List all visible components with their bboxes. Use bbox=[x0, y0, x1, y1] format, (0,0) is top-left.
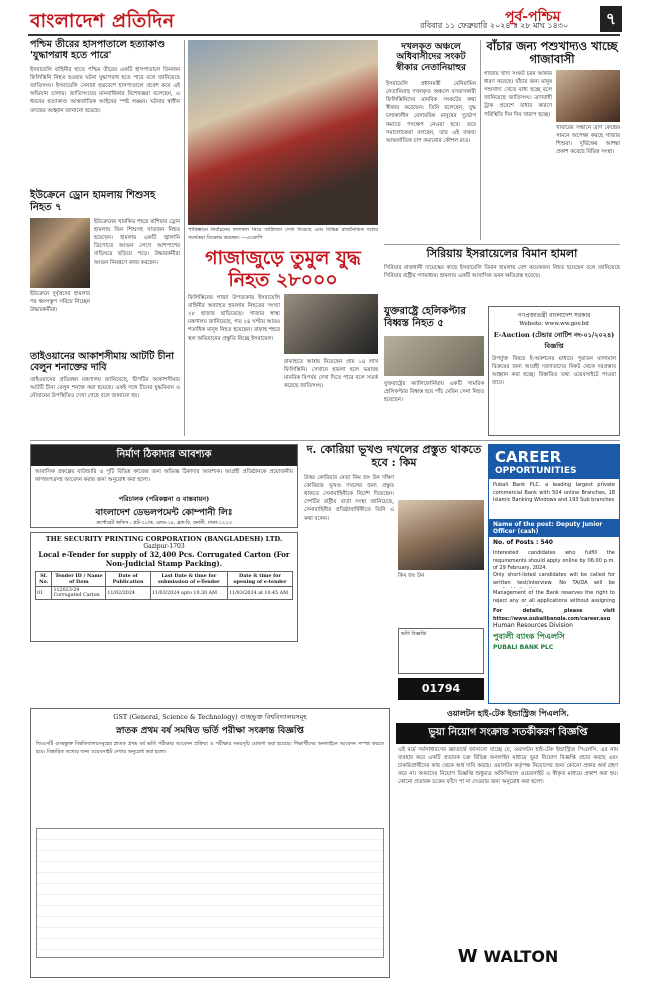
article-kim-body: উত্তর কোরিয়ার নেতা কিম জং উন দক্ষিণ কোরিয়ার ভূখণ্ড দখলের জন্য প্রস্তুত থাকতে সেনাবাহিনীকে নির্দেশ দিয়েছেন। দেশটির রাষ্ট্রীয় বার্তা সংস্থা জানিয়েছে, সেনাবাহিনীর প্রতিষ্ঠাবার্ষিকীতে তিনি এ কথা বলেন। bbox=[304, 475, 394, 522]
article-westbank-body: ইসরায়েলি বাহিনীর হাতে পশ্চিম তীরের একটি হাসপাতালে তিনজন ফিলিস্তিনি নিহত হওয়ার ঘটনা যুদ্ধাপরাধ হতে পারে বলে জানিয়েছে জাতিসংঘ। ইসরায়েলি সেনারা ছদ্মবেশে হাসপাতালে প্রবেশ করে এই অভিযান চালায়। জাতিসংঘের মানবাধিকার বিশেষজ্ঞরা বলেছেন, এ ধরনের হত্যাকাণ্ড আন্তর্জাতিক আইনের স্পষ্ট লঙ্ঘন। ঘটনার স্বাধীন তদন্তের আহ্বান জানানো হয়েছে। bbox=[30, 67, 180, 114]
pakistan-protest-photo bbox=[188, 40, 378, 225]
article-ukraine-body: ইউক্রেনের খারকিভ শহরে রাশিয়ার ড্রোন হামলায় তিন শিশুসহ সাতজন নিহত হয়েছেন। হামলায় একটি জ্বালানি ডিপোতে আগুন লেগে আশপাশের বাড়িঘরে ছড়িয়ে পড়ে। উদ্ধারকর্মীরা আগুন নিয়ন্ত্রণে কাজ করছেন। bbox=[94, 219, 180, 266]
headline-us-helicopter: যুক্তরাষ্ট্রে হেলিকপ্টার বিধ্বস্ত নিহত ৫ bbox=[384, 306, 466, 329]
company-name: বাংলাদেশ ডেভলপমেন্ট কোম্পানী লিঃ bbox=[95, 508, 233, 518]
spc-table bbox=[35, 571, 293, 600]
article-gaza-war-body-2: রাফাহতে আশ্রয় নিয়েছেন প্রায় ১৪ লাখ ফিলিস্তিনি। সেখানে হামলা হলে ভয়াবহ মানবিক বিপর্যয় দেখা দিতে পারে বলে সতর্ক করেছে জাতিসংঘ। bbox=[284, 359, 378, 390]
headline-netanyahu: দখলকৃত অঞ্চলে অধিবাসীদের সংকট স্বীকার নেতানিয়াহুর bbox=[396, 42, 466, 73]
spc-table-header: Date & time for opening of e-tender bbox=[227, 572, 292, 587]
photo-caption: পাকিস্তানে নির্বাচনের ফলাফল নিয়ে জটিলতা দেখা দিয়েছে এবং বিভিন্ন রাজনৈতিক দলের সমর্থকরা বিক্ষোভ করছেন। —এএফপি bbox=[188, 227, 378, 241]
page-number: ৭ bbox=[600, 6, 622, 32]
small-ad: ভর্তি বিজ্ঞপ্তি bbox=[398, 628, 484, 674]
spc-table-cell: 11/03/2024 at 10.45 AM bbox=[227, 587, 292, 600]
walton-w-icon: W bbox=[457, 946, 478, 967]
masthead-rule bbox=[28, 34, 620, 36]
spc-table-header: Tender ID / Name of Item bbox=[52, 572, 106, 587]
headline-taiwan: তাইওয়ানের আকাশসীমায় আটটি চীনা বেলুন শনাক্তের দাবি bbox=[30, 351, 174, 373]
headline-kim: দ. কোরিয়া ভূখণ্ড দখলের প্রস্তুত থাকতে হবে : কিম bbox=[306, 443, 482, 469]
headline-syria: সিরিয়ায় ইসরায়েলের বিমান হামলা bbox=[426, 247, 578, 260]
article-netanyahu-body: ইসরায়েলি প্রধানমন্ত্রী বেনিয়ামিন নেতানিয়াহু দখলকৃত অঞ্চলে বসবাসকারী ফিলিস্তিনিদের মানবিক সংকটের কথা স্বীকার করেছেন। তিনি বলেছেন, যুদ্ধ চলাকালীন বেসামরিক মানুষের দুর্ভোগ কমাতে পদক্ষেপ নেওয়া হবে। তবে সমালোচকরা বলছেন, তার এই বক্তব্য আন্তর্জাতিক চাপ কমানোর কৌশল মাত্র। bbox=[386, 81, 476, 144]
headline-ukraine: ইউক্রেনে ড্রোন হামলায় শিশুসহ নিহত ৭ bbox=[30, 190, 156, 213]
spc-tender: THE SECURITY PRINTING CORPORATION (BANGLADESH) LTD. Gazipur-1703 Local e-Tender for supply of 32,400 Pcs. Corrugated Carton (For Non-Judicial Stamp Packing). Sl. No. Tender ID / Name of Item Date of Publication Last Date & time for submission of e-Tender Date & time for opening of e-tender 01 112023-29 Corrugated Carton 11/02/2024 11/03/2024 upto 10.30 AM 11/03/2024 at 10.45 AM bbox=[30, 532, 298, 642]
headline-gaza-food: বাঁচার জন্য পশুখাদ্যও খাচ্ছে গাজাবাসী bbox=[486, 39, 618, 67]
spc-table-cell: 11/03/2024 upto 10.30 AM bbox=[150, 587, 227, 600]
kim-photo bbox=[398, 500, 484, 570]
section-title: পূর্ব-পশ্চিম bbox=[505, 9, 561, 25]
pubali-logo: পুবালী ব্যাংক পিএলসি bbox=[493, 631, 565, 641]
headline-westbank: পশ্চিম তীরের হাসপাতালে হত্যাকাণ্ড 'যুদ্ধাপরাধ হতে পারে' bbox=[30, 39, 166, 61]
spc-table-cell: 01 bbox=[36, 587, 52, 600]
headline-gaza-war: গাজাজুড়ে তুমুল যুদ্ধ নিহত ২৮০০০ bbox=[205, 247, 361, 291]
gst-schedule-table bbox=[36, 828, 384, 958]
gaza-child-photo bbox=[556, 70, 620, 122]
newspaper-logo: বাংলাদেশ প্রতিদিন bbox=[30, 10, 175, 32]
walton-logo: W WALTON bbox=[457, 946, 559, 967]
construction-ad: নির্মাণ ঠিকাদার আবশ্যক আবাসিক প্রকল্পের বাউন্ডারি ও পুটি বিভিন্ন কাজের জন্য অভিজ্ঞ ঠিকাদার আবশ্যক। আগ্রহী প্রতিষ্ঠানকে প্রয়োজনীয় কাগজপত্রসহ আবেদন করার জন্য অনুরোধ করা হলো। পরিচালক (পরিকল্পনা ও বাস্তবায়ন) বাংলাদেশ ডেভলপমেন্ট কোম্পানী লিঃ কর্পোরেট অফিস : প্লট-৩১/ক, রোড-১৮, ব্লক-বি, বনানী, ঢাকা-১২১৩ bbox=[30, 444, 298, 528]
spc-table-header: Sl. No. bbox=[36, 572, 52, 587]
eauction-notice: গণপ্রজাতন্ত্রী বাংলাদেশ সরকার Website: www.ww.gov.bd E-Auction (টেন্ডার নোটিশ নং-০১/২০২৪) বিজ্ঞপ্তি উপর্যুক্ত বিষয়ে ই-অকশনের মাধ্যমে পুরাতন মালামাল বিক্রয়ের জন্য আগ্রহী দরদাতাদের নিকট থেকে দরপ্রস্তাব আহ্বান করা হচ্ছে। বিস্তারিত তথ্য ওয়েবসাইটে পাওয়া যাবে। bbox=[488, 306, 620, 436]
gst-notice: GST (General, Science & Technology) গুচ্ছভুক্ত বিশ্ববিদ্যালয়সমূহ স্নাতক প্রথম বর্ষ সমন্বিত ভর্তি পরীক্ষা সংক্রান্ত বিজ্ঞপ্তি জিএসটি গুচ্ছভুক্ত বিশ্ববিদ্যালয়সমূহের স্নাতক প্রথম বর্ষ ভর্তি পরীক্ষার আবেদন প্রক্রিয়া ও পরীক্ষার সময়সূচি ঘোষণা করা হয়েছে। শিক্ষার্থীদের অনলাইনে আবেদন সম্পন্ন করতে হবে। বিস্তারিত তথ্যের জন্য ওয়েবসাইট দেখার অনুরোধ করা হলো। bbox=[30, 708, 390, 978]
issue-date: রবিবার ১১ ফেব্রুয়ারি ২০২৪ ॥ ২৮ মাঘ ১৪৩০ bbox=[420, 21, 569, 30]
article-gaza-food-body: গাজায় খাদ্য সংকট চরম আকার ধারণ করেছে। বাঁচার জন্য মানুষ পশুখাদ্য খেতে বাধ্য হচ্ছে বলে জানিয়েছে জাতিসংঘ। ত্রাণবাহী ট্রাক প্রবেশে বাধার কারণে পরিস্থিতি দিন দিন খারাপ হচ্ছে। bbox=[484, 71, 552, 118]
spc-table-cell: 11/02/2024 bbox=[106, 587, 150, 600]
ukraine-photo bbox=[30, 218, 90, 288]
gaza-war-photo bbox=[284, 294, 378, 354]
career-ad: CAREER OPPORTUNITIES Pubali Bank PLC. a leading largest private commercial Bank with 504 online Branches, 18 Islamic Banking Windows and 193 Sub branches Name of the post: Deputy Junior Officer (cash) No. of Posts : 540 Interested candidates who fulfill the requirements should apply online by 06:00 p.m. of 29 February, 2024. Only short-listed candidates will be called for written test/interview. No TA/DA will be Management of the Bank reserves the right to reject any or all applications without assigning For details, please visit https://www.pubalibangla.com/career.asp Human Resources Division পুবালী ব্যাংক পিএলসি PUBALI BANK PLC bbox=[488, 444, 620, 704]
spc-table-header: Last Date & time for submission of e-Tender bbox=[150, 572, 227, 587]
article-gaza-war-body-1: ফিলিস্তিনের গাজা উপত্যকায় ইসরায়েলি বাহিনীর অব্যাহত হামলায় নিহতের সংখ্যা ২৮ হাজার ছাড়িয়েছে। গাজার স্বাস্থ্য মন্ত্রণালয় জানিয়েছে, গত ২৪ ঘণ্টায় আরও শতাধিক মানুষ নিহত হয়েছেন। রাফাহ শহরে স্থল অভিযানের প্রস্তুতি নিচ্ছে ইসরায়েল। bbox=[188, 295, 280, 342]
article-taiwan-body: তাইওয়ানের প্রতিরক্ষা মন্ত্রণালয় জানিয়েছে, দ্বীপটির আকাশসীমায় আটটি চীনা বেলুন শনাক্ত করা হয়েছে। একই সঙ্গে চীনের যুদ্ধবিমান ও নৌযানের উপস্থিতিও দেখা গেছে বলে জানানো হয়। bbox=[30, 377, 180, 400]
phone-number: 01794 927218 bbox=[398, 678, 484, 700]
helicopter-photo bbox=[384, 336, 484, 376]
article-syria-body: সিরিয়ার রাজধানী দামেস্কের কাছে ইসরায়েলি বিমান হামলায় বেশ কয়েকজন নিহত হয়েছেন বলে জানিয়েছে সিরিয়ার রাষ্ট্রীয় গণমাধ্যম। হামলায় একটি আবাসিক ভবন ক্ষতিগ্রস্ত হয়েছে। bbox=[384, 265, 620, 280]
walton-notice: ওয়ালটন হাই-টেক ইন্ডাস্ট্রিজ পিএলসি. ভুয়া নিয়োগ সংক্রান্ত সতর্কীকরণ বিজ্ঞপ্তি এই মর্মে সর্বসাধারণের জ্ঞাতার্থে জানানো যাচ্ছে যে, ওয়ালটন হাই-টেক ইন্ডাস্ট্রিজ পিএলসি. এর নাম ব্যবহার করে একটি প্রতারক চক্র বিভিন্ন অনলাইন মাধ্যমে ভুয়া নিয়োগ বিজ্ঞপ্তি প্রচার করছে এবং চাকরিপ্রার্থীদের কাছ থেকে অর্থ দাবি করছে। ওয়ালটন কর্তৃপক্ষ নিয়োগের জন্য কোনো প্রকার অর্থ গ্রহণ করে না। আমাদের নিয়োগ বিজ্ঞপ্তি শুধুমাত্র অফিসিয়াল ওয়েবসাইট ও স্বীকৃত মাধ্যমে প্রকাশ করা হয়। কোনো প্রতারক চক্রের ফাঁদে পা না দেওয়ার জন্য অনুরোধ করা হলো। W WALTON bbox=[398, 708, 618, 967]
spc-table-cell: 112023-29 Corrugated Carton bbox=[52, 587, 106, 600]
spc-table-header: Date of Publication bbox=[106, 572, 150, 587]
